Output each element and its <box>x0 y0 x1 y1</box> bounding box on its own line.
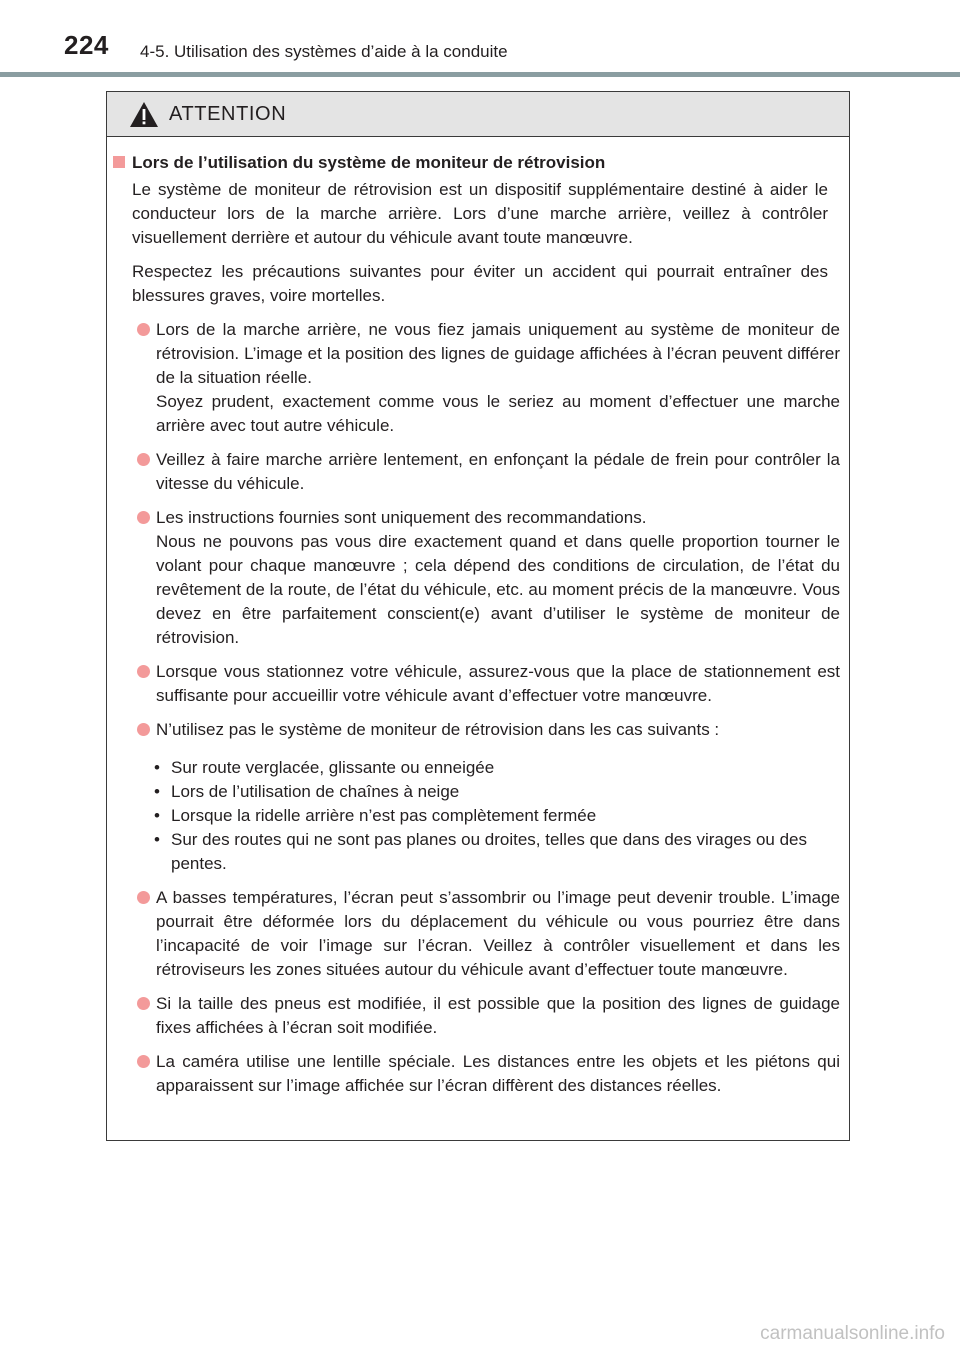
circle-bullet-icon <box>137 323 150 336</box>
section-title: 4-5. Utilisation des systèmes d’aide à la conduite <box>140 42 508 61</box>
sub-dot-icon: • <box>154 782 160 801</box>
sub-list-item <box>107 828 840 876</box>
circle-bullet-icon <box>137 723 150 736</box>
warning-triangle-icon <box>129 101 159 128</box>
bullet-line: La caméra utilise une lentille spéciale. Les distances entre les objets et les piétons qui apparaissent sur l’image affichée sur l’écran diffèrent des distances réelles. <box>156 1052 840 1095</box>
sub-list-item <box>107 780 840 804</box>
bullet-line: Lorsque vous stationnez votre véhicule, assurez-vous que la place de stationnement est suffisante pour accueillir votre véhicule avant d’effectuer votre manœuvre. <box>156 662 840 705</box>
bullet-line: Si la taille des pneus est modifiée, il est possible que la position des lignes de guidage fixes affichées à l’écran soit modifiée. <box>156 994 840 1037</box>
page-number: 224 <box>64 30 109 60</box>
warning-body <box>107 137 849 1098</box>
square-bullet-icon <box>113 156 125 168</box>
sub-list-item <box>107 756 840 780</box>
circle-bullet-icon <box>137 891 150 904</box>
bullet-item <box>107 660 840 708</box>
bullet-item <box>107 718 840 742</box>
section-heading-text: Lors de l’utilisation du système de moniteur de rétrovision <box>132 153 606 172</box>
section-heading <box>107 151 840 175</box>
bullet-line: Soyez prudent, exactement comme vous le seriez au moment d’effectuer une marche arrière avec tout autre véhicule. <box>156 392 840 435</box>
circle-bullet-icon <box>137 511 150 524</box>
bullet-line: N’utilisez pas le système de moniteur de rétrovision dans les cas suivants : <box>156 720 720 739</box>
warning-header <box>107 92 849 137</box>
circle-bullet-icon <box>137 665 150 678</box>
sub-item-text: Lors de l’utilisation de chaînes à neige <box>171 782 460 801</box>
watermark-text: carmanualsonline.info <box>760 1323 945 1344</box>
sub-dot-icon: • <box>154 830 160 849</box>
watermark <box>700 1319 946 1345</box>
circle-bullet-icon <box>137 453 150 466</box>
bullet-line: Nous ne pouvons pas vous dire exactement quand et dans quelle proportion tourner le volant pour chaque manœuvre ; cela dépend des conditions de circulation, de l’état du revêtement de la route, de l’état du véhicule, etc. au moment précis de la manœuvre. Vous devez en être parfaitement conscient(e) avant d’utiliser le système de moniteur de rétrovision. <box>156 532 840 647</box>
bullet-item <box>107 886 840 982</box>
warning-title: ATTENTION <box>169 103 287 125</box>
warning-box <box>106 91 850 1141</box>
bullet-item <box>107 448 840 496</box>
bullet-item <box>107 1050 840 1098</box>
bullet-item <box>107 992 840 1040</box>
precautions-paragraph: Respectez les précautions suivantes pour éviter un accident qui pourrait entraîner des blessures graves, voire mortelles. <box>132 262 828 305</box>
bullet-line: Les instructions fournies sont uniquement des recommandations. <box>156 508 647 527</box>
sub-item-text: Sur route verglacée, glissante ou enneigée <box>171 758 495 777</box>
bullet-line: Veillez à faire marche arrière lentement, en enfonçant la pédale de frein pour contrôler la vitesse du véhicule. <box>156 450 840 493</box>
sub-dot-icon: • <box>154 806 160 825</box>
sub-list <box>107 756 840 876</box>
bullet-line: Lors de la marche arrière, ne vous fiez jamais uniquement au système de moniteur de rétrovision. L’image et la position des lignes de guidage affichées à l’écran peuvent différer de la situation réelle. <box>156 320 840 387</box>
bullet-line: A basses températures, l’écran peut s’assombrir ou l’image peut devenir trouble. L’image pourrait être déformée lors du déplacement du véhicule ou vous pourriez être dans l’incapacité de voir l’image sur l’écran. Veillez à contrôler visuellement et dans les rétroviseurs les zones situées autour du véhicule avant d’effectuer toute manœuvre. <box>156 888 840 979</box>
intro-paragraph: Le système de moniteur de rétrovision est un dispositif supplémentaire destiné à aider le conducteur lors de la marche arrière. Lors d’une marche arrière, veillez à contrôler visuellement derrière et autour du véhicule avant toute manœuvre. <box>132 180 828 247</box>
sub-item-text: Lorsque la ridelle arrière n’est pas complètement fermée <box>171 806 597 825</box>
sub-list-item <box>107 804 840 828</box>
sub-dot-icon: • <box>154 758 160 777</box>
bullet-item <box>107 318 840 438</box>
header-rule <box>0 72 960 77</box>
circle-bullet-icon <box>137 997 150 1010</box>
circle-bullet-icon <box>137 1055 150 1068</box>
bullet-item <box>107 506 840 650</box>
sub-item-text: Sur des routes qui ne sont pas planes ou droites, telles que dans des virages ou des pentes. <box>171 830 808 873</box>
